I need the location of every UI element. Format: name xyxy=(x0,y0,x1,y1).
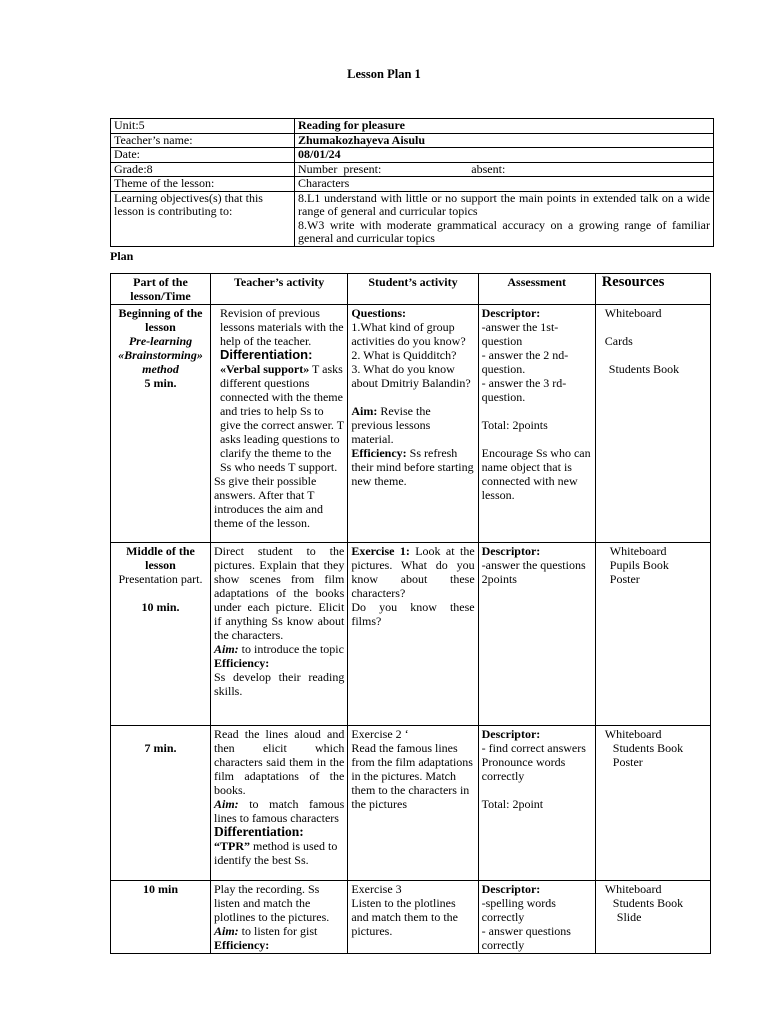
teacher-text: Read the lines aloud and then elicit which characters said them in the film adaptations of the books. xyxy=(213,727,345,797)
part-time: 5 min. xyxy=(144,376,177,390)
teacher-cell xyxy=(210,881,347,954)
aim-value: to match famous lines to famous characters xyxy=(213,797,345,825)
info-value: Characters xyxy=(295,177,714,192)
exercise-value: Look at the pictures. What do you know about these characters? xyxy=(351,544,475,600)
total-points: Total: 2point xyxy=(481,797,544,811)
lesson-info-table xyxy=(110,118,714,247)
header-teacher: Teacher’s activity xyxy=(210,274,347,305)
assessment-cell xyxy=(478,305,595,543)
info-row-date xyxy=(111,148,714,163)
resource-item: Slide xyxy=(616,910,642,924)
info-value: Number present: absent: xyxy=(295,162,714,177)
info-label: Theme of the lesson: xyxy=(111,177,295,192)
aim-text xyxy=(351,404,474,446)
info-value: 08/01/24 xyxy=(295,148,714,163)
descriptor-item: 2points xyxy=(481,572,517,586)
aim-label: Aim: xyxy=(213,797,239,811)
verbal-support-label: «Verbal support» xyxy=(219,362,310,376)
descriptor-item: - find correct answers xyxy=(481,741,586,755)
differentiation-label: Differentiation: xyxy=(213,824,304,839)
teacher-text: Revision of previous lessons materials with the help of the teacher. xyxy=(219,306,344,348)
part-time: 10 min. xyxy=(141,600,180,614)
efficiency-label: Efficiency: xyxy=(213,938,270,952)
part-cell xyxy=(111,305,211,543)
question: 3. What do you know about Dmitriy Balandin? xyxy=(351,362,471,390)
plan-table xyxy=(110,273,711,954)
info-row-unit xyxy=(111,119,714,134)
descriptor-item: Pronounce words correctly xyxy=(481,755,566,783)
plan-row-middle xyxy=(111,543,711,726)
question: Do you know these films? xyxy=(351,600,475,628)
header-resources: Resources xyxy=(595,274,710,305)
questions-label: Questions: xyxy=(351,306,407,320)
assessment-cell xyxy=(478,726,595,881)
question: 1.What kind of group activities do you know? xyxy=(351,320,466,348)
info-value xyxy=(295,191,714,246)
info-row-theme xyxy=(111,177,714,192)
efficiency-label: Efficiency: xyxy=(213,656,270,670)
part-cell xyxy=(111,726,211,881)
resource-item: Cards xyxy=(604,334,633,348)
resources-cell xyxy=(595,543,710,726)
descriptor-label: Descriptor: xyxy=(481,306,541,320)
objective-1: 8.L1 understand with little or no support the main points in extended talk on a wide range of general and curricular topics xyxy=(298,190,710,218)
assessment-cell xyxy=(478,543,595,726)
differentiation-label: Differentiation: xyxy=(219,347,313,362)
exercise-text: Read the famous lines from the film adaptations in the pictures. Match them to the characters in the pictures xyxy=(351,741,473,811)
exercise-label: Exercise 2 ‘ xyxy=(351,727,409,741)
info-value: Zhumakozhayeva Aisulu xyxy=(295,133,714,148)
resource-item: Students Book xyxy=(612,896,684,910)
part-time: 10 min xyxy=(142,882,178,896)
part-time: 7 min. xyxy=(144,741,177,755)
info-row-grade xyxy=(111,162,714,177)
aim-value: to listen for gist xyxy=(238,924,318,938)
teacher-text: Ss give their possible answers. After that T introduces the aim and theme of the lesson. xyxy=(213,474,323,530)
descriptor-item: - answer the 3 rd-question. xyxy=(481,376,567,404)
aim-value: Revise the previous lessons material. xyxy=(351,404,431,446)
teacher-text: Direct student to the pictures. Explain that they show scenes from film adaptations of the books under each picture. Elicit if anything Ss know about the characters. xyxy=(213,544,345,642)
plan-header-row xyxy=(111,274,711,305)
info-label: Teacher’s name: xyxy=(111,133,295,148)
info-row-objectives xyxy=(111,191,714,246)
descriptor-label: Descriptor: xyxy=(481,882,541,896)
descriptor-item: - answer questions correctly xyxy=(481,924,571,952)
tpr-label: “TPR” xyxy=(213,839,250,853)
plan-row-exercise-2 xyxy=(111,726,711,881)
descriptor-item: -answer the questions xyxy=(481,558,586,572)
part-title: Middle of the lesson xyxy=(126,544,195,572)
teacher-cell xyxy=(210,726,347,881)
exercise-text xyxy=(351,544,474,600)
resource-item: Whiteboard xyxy=(604,306,662,320)
header-assessment: Assessment xyxy=(478,274,595,305)
info-label: Unit:5 xyxy=(111,119,295,134)
resource-item: Poster xyxy=(612,755,643,769)
descriptor-item: -answer the 1st-question xyxy=(481,320,559,348)
part-cell xyxy=(111,881,211,954)
aim-label: Aim: xyxy=(213,642,239,656)
part-cell xyxy=(111,543,211,726)
objective-2: 8.W3 write with moderate grammatical accuracy on a growing range of familiar general and curricular topics xyxy=(298,217,710,245)
student-cell xyxy=(348,305,478,543)
teacher-text xyxy=(214,839,344,867)
resource-item: Pupils Book xyxy=(609,558,669,572)
plan-row-exercise-3 xyxy=(111,881,711,954)
resources-cell xyxy=(595,726,710,881)
resource-item: Whiteboard xyxy=(604,882,662,896)
resources-cell xyxy=(595,305,710,543)
info-label: Learning objectives(s) that this lesson is contributing to: xyxy=(111,191,295,246)
efficiency-value: Ss develop their reading skills. xyxy=(213,670,345,698)
efficiency-label: Efficiency: xyxy=(351,446,407,460)
teacher-cell xyxy=(210,305,347,543)
aim-text xyxy=(214,924,344,938)
student-cell xyxy=(348,726,478,881)
header-part: Part of the lesson/Time xyxy=(111,274,211,305)
resource-item: Students Book xyxy=(608,362,680,376)
exercise-label: Exercise 3 xyxy=(351,882,402,896)
aim-label: Aim: xyxy=(213,924,239,938)
student-cell xyxy=(348,543,478,726)
aim-value: to introduce the topic xyxy=(238,642,344,656)
info-row-teacher xyxy=(111,133,714,148)
teacher-text: T asks different questions connected with the theme and tries to help Ss to give the correct answer. T asks leading questions to clarify the theme to the Ss who needs T support. xyxy=(219,362,344,474)
page-title: Lesson Plan 1 xyxy=(347,67,421,81)
teacher-text xyxy=(214,362,344,474)
descriptor-item: -spelling words correctly xyxy=(481,896,556,924)
teacher-text: method is used to identify the best Ss. xyxy=(213,839,338,867)
teacher-cell xyxy=(210,543,347,726)
exercise-label: Exercise 1: xyxy=(351,544,410,558)
info-value: Reading for pleasure xyxy=(295,119,714,134)
resource-item: Students Book xyxy=(612,741,684,755)
descriptor-label: Descriptor: xyxy=(481,727,541,741)
descriptor-item: - answer the 2 nd-question. xyxy=(481,348,569,376)
aim-text xyxy=(214,642,344,656)
aim-label: Aim: xyxy=(351,404,378,418)
part-sub: Presentation part. xyxy=(118,572,203,586)
resource-item: Poster xyxy=(609,572,640,586)
header-student: Student’s activity xyxy=(348,274,478,305)
resources-cell xyxy=(595,881,710,954)
teacher-text: Play the recording. Ss listen and match the plotlines to the pictures. xyxy=(213,882,330,924)
resource-item: Whiteboard xyxy=(604,727,662,741)
part-title: Beginning of the lesson xyxy=(118,306,203,334)
total-points: Total: 2points xyxy=(481,418,548,432)
exercise-text: Listen to the plotlines and match them to the pictures. xyxy=(351,896,458,938)
resource-item: Whiteboard xyxy=(609,544,667,558)
part-method: Pre-learning «Brainstorming» method xyxy=(118,334,203,376)
question: 2. What is Quidditch? xyxy=(351,348,457,362)
efficiency-text xyxy=(351,446,474,488)
assessment-cell xyxy=(478,881,595,954)
info-label: Grade:8 xyxy=(111,162,295,177)
plan-label: Plan xyxy=(110,249,134,263)
descriptor-label: Descriptor: xyxy=(481,544,541,558)
plan-row-beginning xyxy=(111,305,711,543)
efficiency-value: Ss refresh their mind before starting new theme. xyxy=(351,446,474,488)
student-cell xyxy=(348,881,478,954)
encourage-text: Encourage Ss who can name object that is connected with new lesson. xyxy=(481,446,591,502)
aim-text xyxy=(214,797,344,825)
info-label: Date: xyxy=(111,148,295,163)
